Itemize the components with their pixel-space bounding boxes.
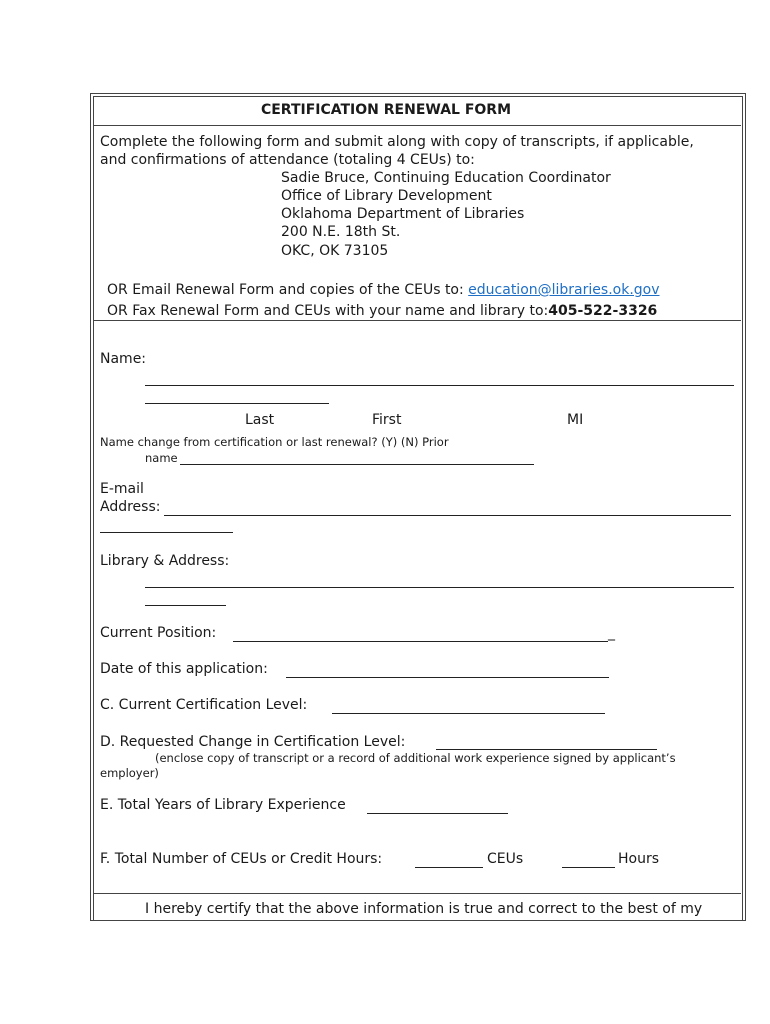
email-link[interactable]: education@libraries.ok.gov xyxy=(468,282,660,298)
email-label-2: Address: xyxy=(100,499,161,515)
name-label: Name: xyxy=(100,351,147,367)
name-change-label: Name change from certification or last renewal? (Y) (N) Prior xyxy=(100,435,449,449)
hours-field[interactable] xyxy=(562,867,615,868)
library-field-line-1[interactable] xyxy=(145,587,734,588)
email-label-1: E-mail xyxy=(100,481,144,497)
email-instruction-prefix: OR Email Renewal Form and copies of the CEUs to: xyxy=(107,282,469,298)
library-field-line-2[interactable] xyxy=(145,605,226,606)
email-field-line-2[interactable] xyxy=(100,532,233,533)
email-instruction xyxy=(107,281,660,299)
middle-initial-label: MI xyxy=(567,412,584,428)
title-divider xyxy=(93,125,741,126)
email-field-line-1[interactable] xyxy=(164,515,731,516)
address-line-2: Office of Library Development xyxy=(281,188,492,204)
cert-level-label: C. Current Certification Level: xyxy=(100,697,308,713)
name-field-line-1[interactable] xyxy=(145,385,734,386)
position-label: Current Position: xyxy=(100,625,217,641)
header-divider xyxy=(93,320,741,321)
cert-level-field[interactable] xyxy=(332,713,605,714)
ceus-field[interactable] xyxy=(415,867,483,868)
address-line-5: OKC, OK 73105 xyxy=(281,243,389,259)
first-name-label: First xyxy=(372,412,402,428)
fax-number: 405-522-3326 xyxy=(548,303,658,319)
certify-divider xyxy=(93,893,741,894)
requested-note-1: (enclose copy of transcript or a record of additional work experience signed by applicant’s xyxy=(155,751,676,765)
address-line-4: 200 N.E. 18th St. xyxy=(281,224,401,240)
prior-name-label: name xyxy=(145,451,178,465)
name-field-line-2[interactable] xyxy=(145,403,329,404)
intro-line-1: Complete the following form and submit along with copy of transcripts, if applicable, xyxy=(100,134,694,150)
experience-label: E. Total Years of Library Experience xyxy=(100,797,346,813)
intro-line-2: and confirmations of attendance (totaling 4 CEUs) to: xyxy=(100,152,475,168)
last-name-label: Last xyxy=(245,412,275,428)
requested-change-label: D. Requested Change in Certification Level: xyxy=(100,734,406,750)
position-suffix: _ xyxy=(608,625,615,641)
certify-statement: I hereby certify that the above information is true and correct to the best of my xyxy=(145,901,703,917)
form-title: CERTIFICATION RENEWAL FORM xyxy=(260,102,512,118)
address-line-1: Sadie Bruce, Continuing Education Coordinator xyxy=(281,170,611,186)
address-line-3: Oklahoma Department of Libraries xyxy=(281,206,525,222)
prior-name-field[interactable] xyxy=(180,464,534,465)
ceus-unit: CEUs xyxy=(487,851,524,867)
library-address-label: Library & Address: xyxy=(100,553,230,569)
requested-note-2: employer) xyxy=(100,766,159,780)
fax-instruction-prefix: OR Fax Renewal Form and CEUs with your name and library to: xyxy=(107,303,549,319)
date-label: Date of this application: xyxy=(100,661,268,677)
experience-field[interactable] xyxy=(367,813,508,814)
hours-unit: Hours xyxy=(618,851,660,867)
requested-change-field[interactable] xyxy=(436,749,657,750)
fax-instruction xyxy=(107,302,657,320)
ceus-label: F. Total Number of CEUs or Credit Hours: xyxy=(100,851,383,867)
position-field[interactable] xyxy=(233,641,608,642)
date-field[interactable] xyxy=(286,677,609,678)
